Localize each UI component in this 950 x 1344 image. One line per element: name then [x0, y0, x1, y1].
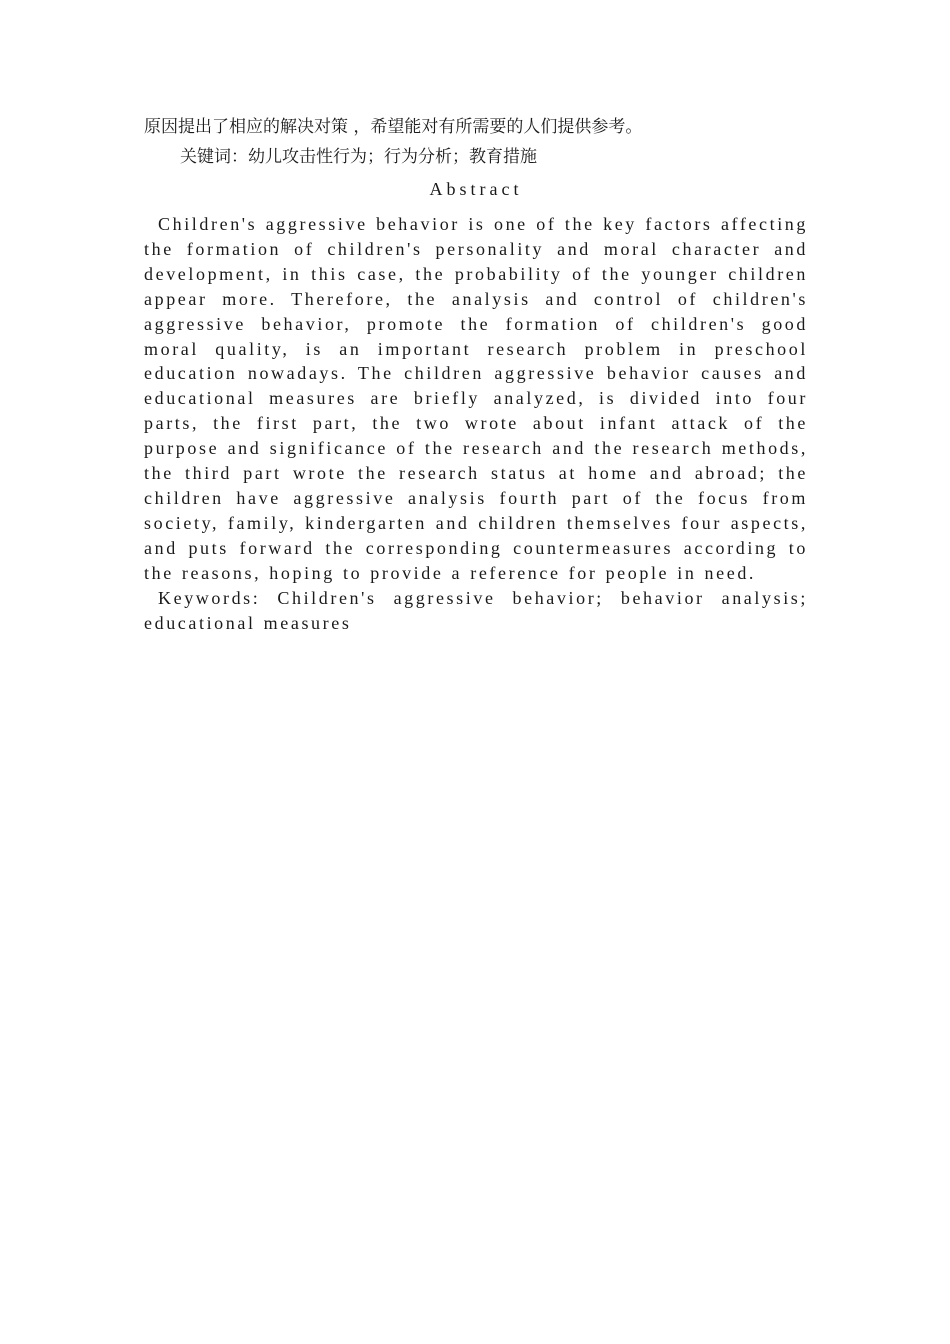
english-abstract-body: Children's aggressive behavior is one of the key factors affecting the formation of children's personality and moral character and development, in this case, the probability of the younger children appear more. Therefore, the analysis and control of children's aggressive behavior, promote the formation of children's good moral quality, is an important research problem in preschool education nowadays. The children aggressive behavior causes and educational measures are briefly analyzed, is divided into four parts, the first part, the two wrote about infant attack of the purpose and significance of the research and the research methods, the third part wrote the research status at home and abroad; the children have aggressive analysis fourth part of the focus from society, family, kindergarten and children themselves four aspects, and puts forward the corresponding countermeasures according to the reasons, hoping to provide a reference for people in need.	[144, 214, 808, 583]
document-content	[144, 112, 808, 635]
abstract-heading: Abstract	[429, 179, 523, 199]
chinese-keywords: 关键词：幼儿攻击性行为；行为分析；教育措施	[180, 147, 537, 167]
chinese-abstract-continuation: 原因提出了相应的解决对策 ，希望能对有所需要的人们提供参考。	[144, 117, 643, 137]
english-keywords: Keywords: Children's aggressive behavior; behavior analysis; educational measures	[144, 587, 808, 633]
